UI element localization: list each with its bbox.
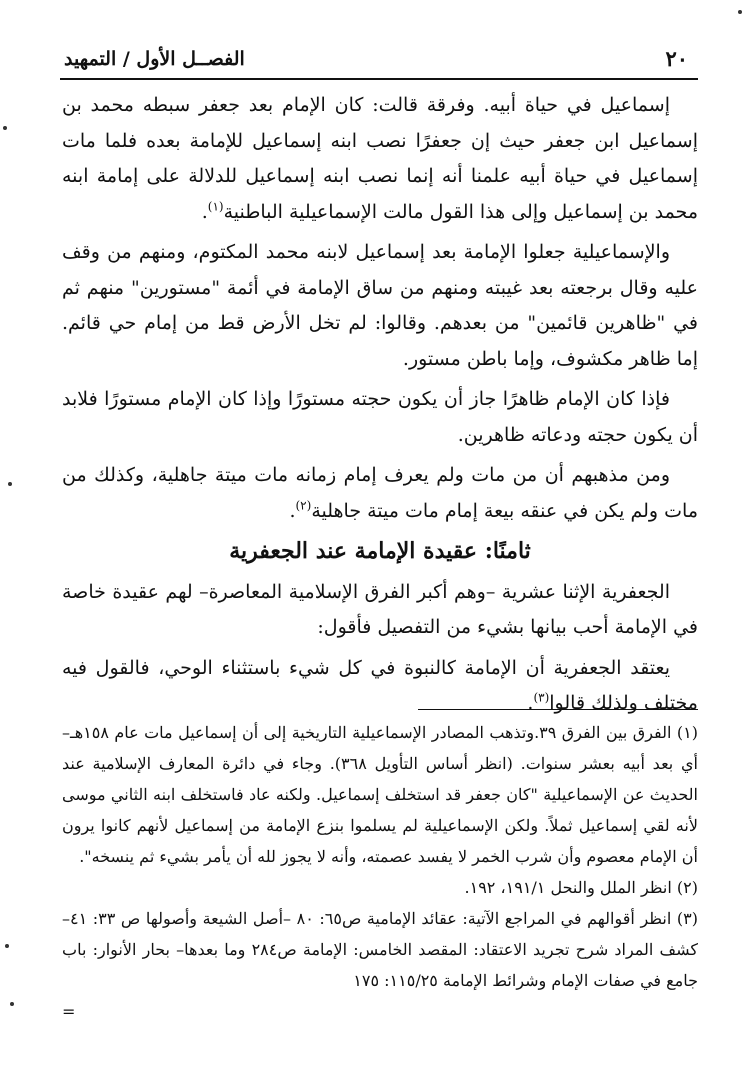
footnote-number: (٢)	[676, 878, 698, 897]
paragraph-5: الجعفرية الإثنا عشرية –وهم أكبر الفرق الإسلامية المعاصرة– لهم عقيدة خاصة في الإمامة أحب بيانها بشيء من التفصيل فأقول:	[62, 580, 698, 638]
footnote-ref-2[interactable]: (٢)	[295, 498, 312, 513]
paragraph-1-text: إسماعيل في حياة أبيه. وفرقة قالت: كان الإمام بعد جعفر سبطه محمد بن إسماعيل ابن جعفر حيث إن جعفرًا نصب ابنه إسماعيل للإمامة بعده فلما مات إسماعيل في حياة أبيه علمنا أنه إنما نصب ابنه إسماعيل للدلالة على إمامة ابنه محمد بن إسماعيل وإلى هذا القول مالت الإسماعيلية الباطنية	[62, 94, 698, 223]
main-text	[62, 88, 698, 722]
paragraph-4-text: ومن مذهبهم أن من مات ولم يعرف إمام زمانه مات ميتة جاهلية، وكذلك من مات ولم يكن في عنقه بيعة إمام مات ميتة جاهلية	[62, 464, 698, 522]
footnote-2	[62, 872, 698, 903]
page-number: ٢٠	[665, 46, 688, 71]
paragraph-6	[62, 651, 698, 722]
chapter-title: الفصــل الأول / التمهيد	[64, 48, 245, 70]
section-heading	[62, 534, 698, 570]
footnotes	[62, 717, 698, 1027]
paragraph-2: والإسماعيلية جعلوا الإمامة بعد إسماعيل لابنه محمد المكتوم، ومنهم من وقف عليه وقال برجعته بعد غيبته ومنهم من ساق الإمامة في أئمة "مستورين" منهم ثم في "ظاهرين قائمين" من بعدهم. وقالوا: لم تخل الأرض قط من إمام حي قائم. إما ظاهر مكشوف، وإما باطن مستور.	[62, 241, 698, 370]
footnote-number: (١)	[676, 723, 699, 742]
paragraph-4-end: .	[289, 499, 296, 522]
scan-speck	[10, 1002, 14, 1006]
scan-speck	[8, 482, 12, 486]
section-heading-prefix: ثامنًا:	[484, 538, 531, 564]
scan-speck	[738, 10, 742, 14]
scan-speck	[5, 944, 9, 948]
paragraph-1-end: .	[201, 200, 208, 223]
scan-speck	[3, 126, 7, 130]
footnote-divider	[418, 709, 698, 710]
footnote-text: انظر أقوالهم في المراجع الآتية: عقائد الإمامية ص٦٥: ٨٠ –أصل الشيعة وأصولها ص ٣٣: ٤١– كشف المراد شرح تجريد الاعتقاد: المقصد الخامس: الإمامة ص٢٨٤ وما بعدها– بحار الأنوار: باب جامع في صفات الإمام وشرائط الإمامة ١١٥/٢٥: ١٧٥	[62, 909, 698, 990]
paragraph-3: فإذا كان الإمام ظاهرًا جاز أن يكون حجته مستورًا وإذا كان الإمام مستورًا فلابد أن يكون حجته ودعاته ظاهرين.	[62, 388, 698, 446]
section-heading-text: عقيدة الإمامة عند الجعفرية	[229, 538, 478, 564]
footnote-ref-1[interactable]: (١)	[207, 199, 224, 214]
footnote-text: الفرق بين الفرق ٣٩.وتذهب المصادر الإسماعيلية التاريخية إلى أن إسماعيل مات عام ١٥٨هـ– أي بعد أبيه بعشر سنوات. (انظر أساس التأويل ٣٦٨). وجاء في دائرة المعارف الإسلامية عند الحديث عن الإسماعيلية "كان جعفر قد استخلف إسماعيل. ولكنه عاد فاستخلف ابنه الثاني موسى لأنه لقي إسماعيل ثملاً. ولكن الإسماعيلية لم يسلموا بنزع الإمامة من إسماعيل لأنهم كانوا يرون أن الإمام معصوم وأن شرب الخمر لا يفسد عصمته، وأنه لا يجوز لله أن يأمر بشيء ثم ينسخه".	[62, 723, 699, 866]
paragraph-4	[62, 458, 698, 529]
running-header	[60, 42, 698, 80]
footnote-number: (٣)	[676, 909, 698, 928]
paragraph-6-text: يعتقد الجعفرية أن الإمامة كالنبوة في كل شيء باستثناء الوحي، فالقول فيه مختلف ولذلك قالوا	[62, 656, 698, 714]
paragraph-1	[62, 88, 698, 230]
footnote-text: انظر الملل والنحل ١٩١/١، ١٩٢.	[464, 878, 672, 897]
continuation-mark: =	[62, 1002, 76, 1021]
paragraph-6-end: .	[527, 692, 534, 714]
footnote-1	[62, 717, 698, 872]
footnote-3	[62, 903, 698, 996]
footnote-ref-3[interactable]: (٣)	[533, 690, 550, 705]
